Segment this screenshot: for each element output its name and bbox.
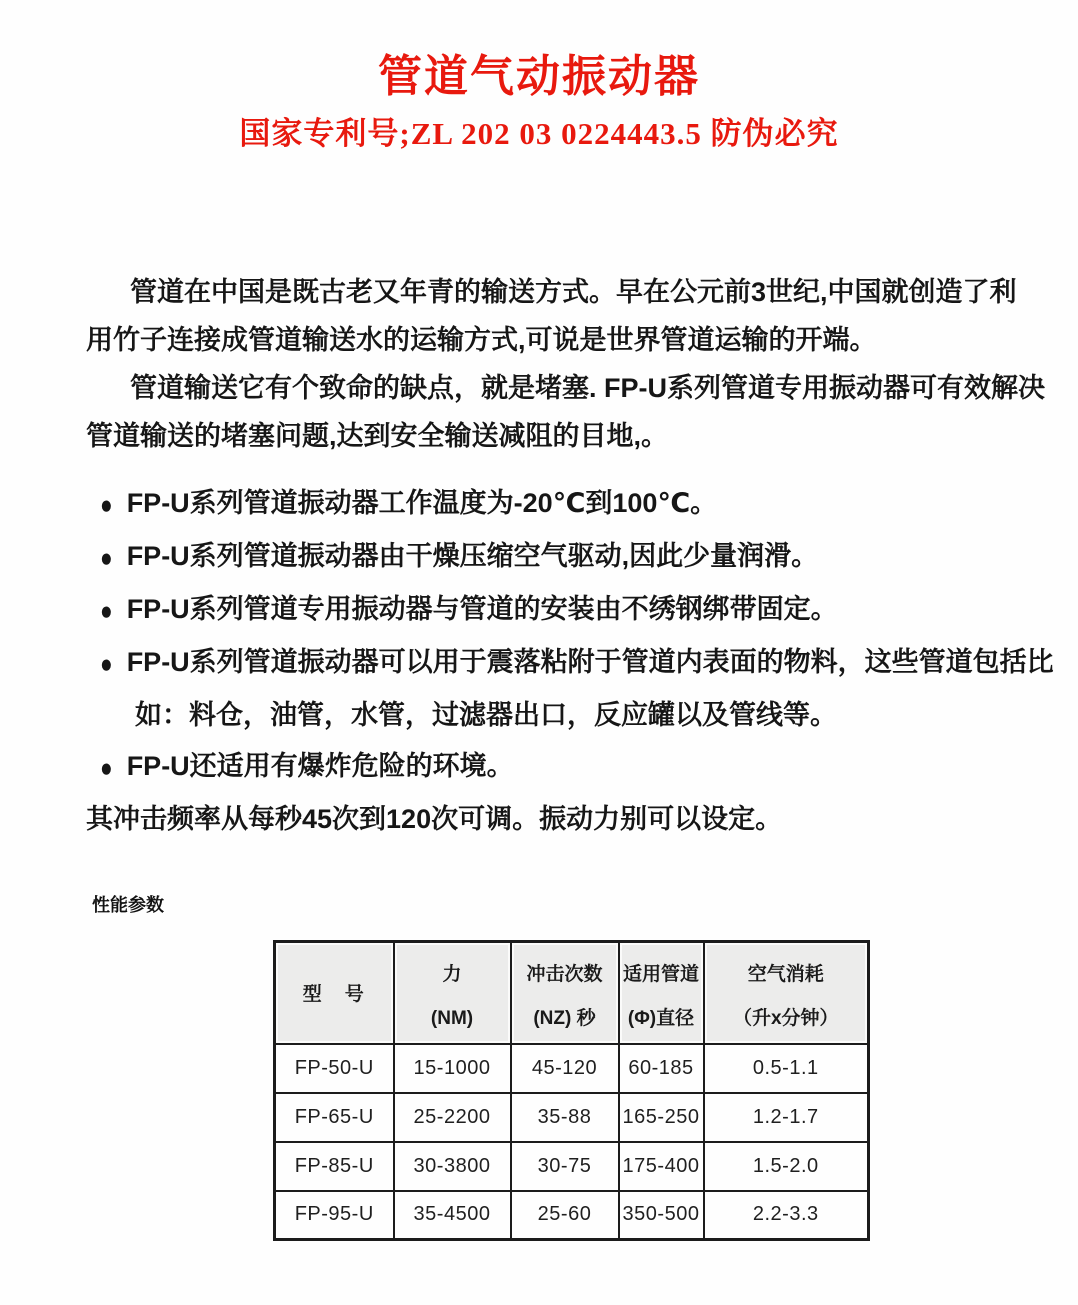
bullet-icon: ● xyxy=(100,754,113,783)
cell-force: 25-2200 xyxy=(394,1093,511,1142)
cell-force: 30-3800 xyxy=(394,1142,511,1191)
intro-paragraph1-line1: 管道在中国是既古老又年青的输送方式。早在公元前3世纪,中国就创造了利 xyxy=(130,277,1017,307)
list-item xyxy=(86,531,1072,584)
cell-model: FP-85-U xyxy=(275,1142,394,1191)
table-row xyxy=(275,1191,869,1240)
list-item xyxy=(86,637,1072,690)
cell-air: 1.5-2.0 xyxy=(704,1142,869,1191)
bullet-text-temperature: FP-U系列管道振动器工作温度为-20℃到100℃。 xyxy=(126,488,718,518)
cell-pipe: 165-250 xyxy=(619,1093,704,1142)
cell-pipe: 60-185 xyxy=(619,1044,704,1093)
bullet-text-mounting: FP-U系列管道专用振动器与管道的安装由不绣钢绑带固定。 xyxy=(126,594,838,624)
cell-pipe: 175-400 xyxy=(619,1142,704,1191)
list-item xyxy=(86,741,1072,794)
col-header-pipe-diameter: 适用管道 (Φ)直径 xyxy=(619,942,704,1044)
col-header-impacts: 冲击次数 (NZ) 秒 xyxy=(511,942,619,1044)
frequency-note: 其冲击频率从每秒45次到120次可调。振动力别可以设定。 xyxy=(86,804,783,834)
feature-bullet-list xyxy=(86,478,1072,794)
cell-impacts: 30-75 xyxy=(511,1142,619,1191)
cell-impacts: 25-60 xyxy=(511,1191,619,1240)
table-row xyxy=(275,1093,869,1142)
specs-heading: 性能参数 xyxy=(92,895,164,915)
page-title: 管道气动振动器 xyxy=(378,52,700,101)
bullet-icon: ● xyxy=(100,650,113,679)
intro-section xyxy=(86,268,1072,460)
bullet-text-air-drive: FP-U系列管道振动器由干燥压缩空气驱动,因此少量润滑。 xyxy=(126,541,819,571)
cell-force: 35-4500 xyxy=(394,1191,511,1240)
intro-paragraph2-line2: 管道输送的堵塞问题,达到安全输送减阻的目地,。 xyxy=(86,421,669,451)
cell-force: 15-1000 xyxy=(394,1044,511,1093)
intro-paragraph1-line2: 用竹子连接成管道输送水的运输方式,可说是世界管道运输的开端。 xyxy=(86,325,877,355)
intro-paragraph2-line1: 管道输送它有个致命的缺点，就是堵塞. FP-U系列管道专用振动器可有效解决 xyxy=(130,373,1045,403)
cell-air: 0.5-1.1 xyxy=(704,1044,869,1093)
bullet-text-applications-line2: 如：料仓，油管，水管，过滤器出口，反应罐以及管线等。 xyxy=(135,700,837,730)
table-row xyxy=(275,1142,869,1191)
cell-pipe: 350-500 xyxy=(619,1191,704,1240)
cell-impacts: 35-88 xyxy=(511,1093,619,1142)
bullet-icon: ● xyxy=(100,491,113,520)
cell-model: FP-50-U xyxy=(275,1044,394,1093)
cell-model: FP-65-U xyxy=(275,1093,394,1142)
cell-impacts: 45-120 xyxy=(511,1044,619,1093)
cell-air: 1.2-1.7 xyxy=(704,1093,869,1142)
header-row xyxy=(275,942,869,1044)
col-header-force: 力 (NM) xyxy=(394,942,511,1044)
col-header-air-consumption: 空气消耗 （升x分钟） xyxy=(704,942,869,1044)
bullet-icon: ● xyxy=(100,597,113,626)
patent-number-line: 国家专利号;ZL 202 03 0224443.5 防伪必究 xyxy=(239,116,839,151)
bullet-icon: ● xyxy=(100,544,113,573)
list-item xyxy=(86,584,1072,637)
specs-table xyxy=(273,940,870,1241)
bullet-text-explosive-env: FP-U还适用有爆炸危险的环境。 xyxy=(126,751,514,781)
list-item xyxy=(86,478,1072,531)
col-header-model: 型 号 xyxy=(275,942,394,1044)
bullet-text-applications-line1: FP-U系列管道振动器可以用于震落粘附于管道内表面的物料，这些管道包括比 xyxy=(126,647,1054,677)
table-row xyxy=(275,1044,869,1093)
cell-air: 2.2-3.3 xyxy=(704,1191,869,1240)
specs-table-header xyxy=(275,942,869,1044)
cell-model: FP-95-U xyxy=(275,1191,394,1240)
